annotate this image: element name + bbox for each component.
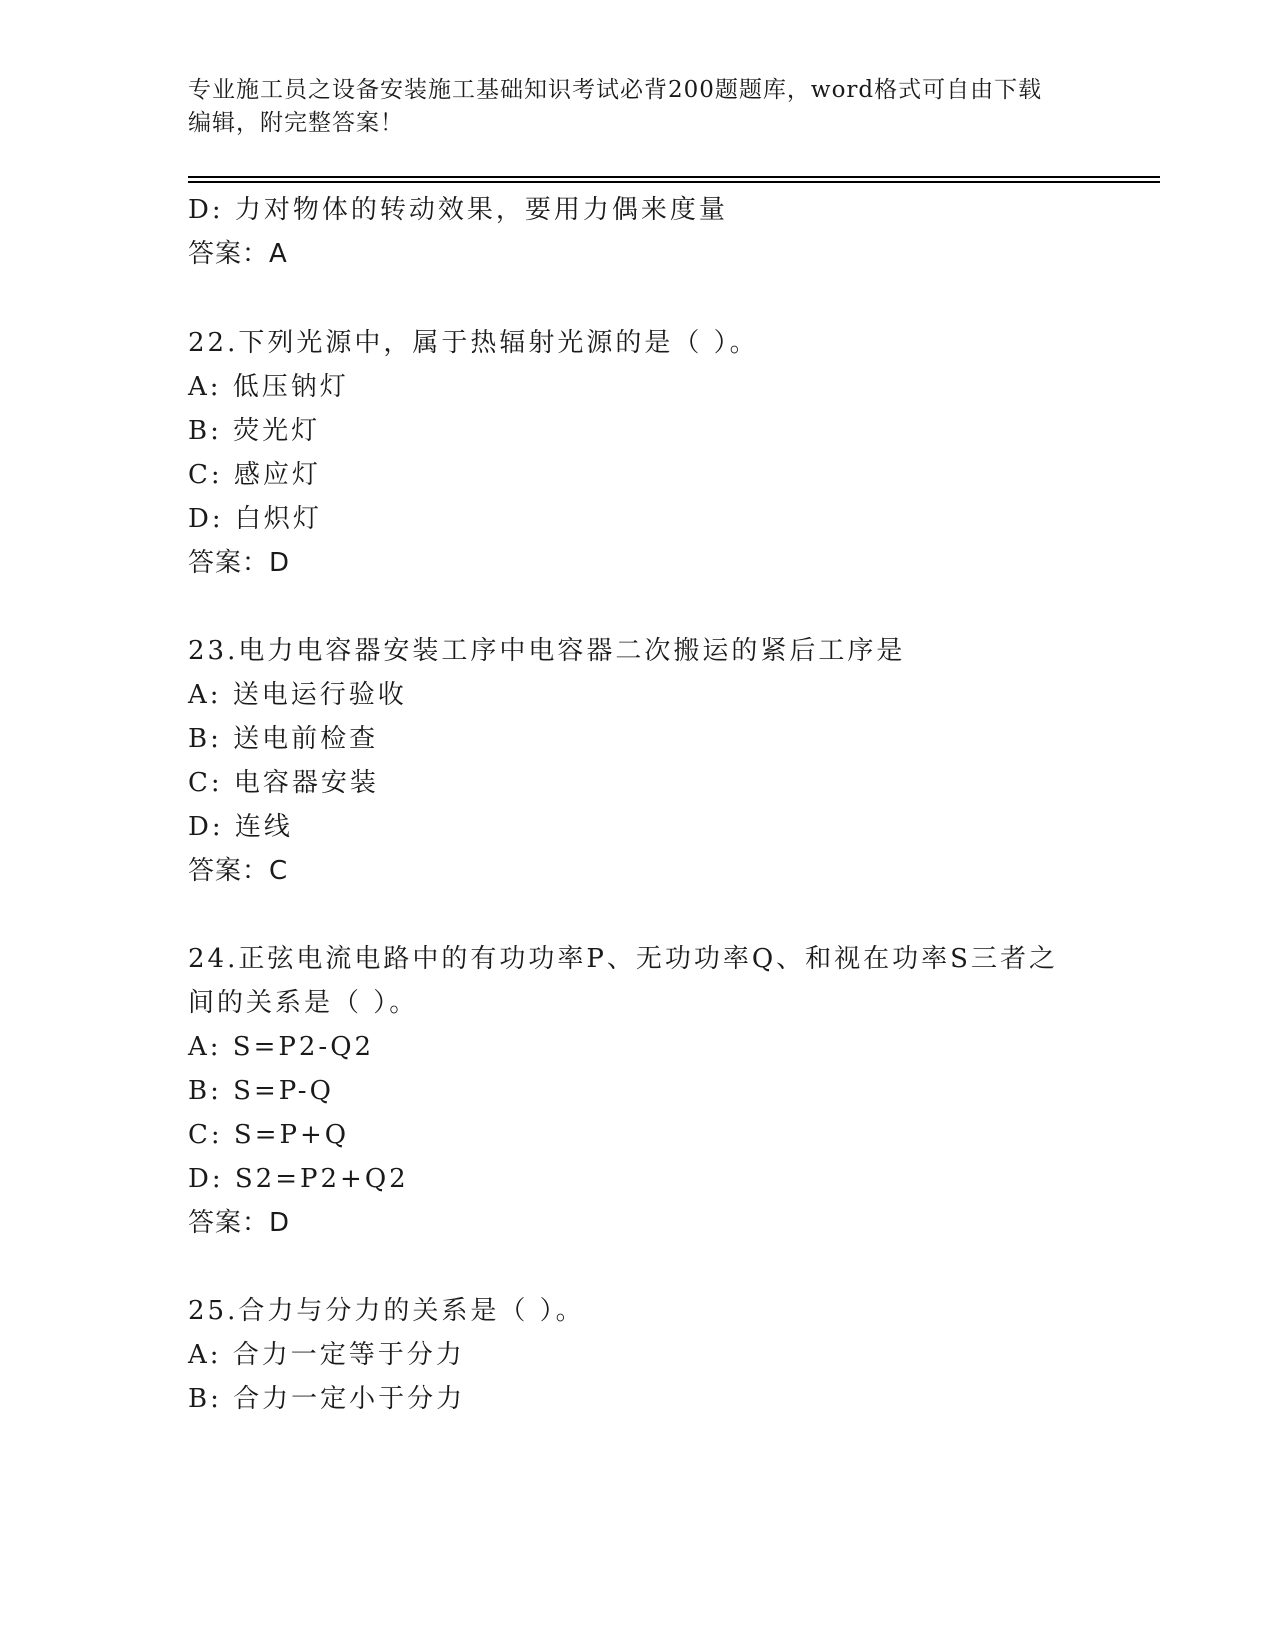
document-header [188,74,1088,140]
q24-question-line-2: 间的关系是（ ）。 [188,988,419,1018]
q25-option-a: A: 合力一定等于分力 [188,1340,465,1370]
q24-answer: 答案：D [188,1208,291,1238]
q24-question-line-1: 24.正弦电流电路中的有功功率P、无功功率Q、和视在功率S三者之 [188,944,1058,974]
q21-answer: 答案：A [188,239,288,269]
q23-answer: 答案：C [188,856,289,886]
q21-option-d: D: 力对物体的转动效果，要用力偶来度量 [188,195,728,225]
q22-answer: 答案：D [188,548,291,578]
q22-option-d: D: 白炽灯 [188,504,322,534]
q22-question: 22.下列光源中，属于热辐射光源的是（ ）。 [188,328,759,358]
q25-question: 25.合力与分力的关系是（ ）。 [188,1296,585,1326]
q24-option-d: D: S2=P2+Q2 [188,1164,409,1194]
q24-option-b: B: S=P-Q [188,1076,334,1106]
q23-option-b: B: 送电前检查 [188,724,379,754]
q23-question: 23.电力电容器安装工序中电容器二次搬运的紧后工序是 [188,636,906,666]
q23-option-d: D: 连线 [188,812,293,842]
q24-option-a: A: S=P2-Q2 [188,1032,375,1062]
q22-option-a: A: 低压钠灯 [188,372,349,402]
q23-option-c: C: 电容器安装 [188,768,379,798]
q24-option-c: C: S=P+Q [188,1120,350,1150]
q22-option-b: B: 荧光灯 [188,416,321,446]
header-rule-bottom [188,181,1160,183]
header-title-line-2: 编辑，附完整答案！ [188,110,404,136]
q25-option-b: B: 合力一定小于分力 [188,1384,466,1414]
q22-option-c: C: 感应灯 [188,460,321,490]
header-rule-top [188,176,1160,178]
header-title-line-1: 专业施工员之设备安装施工基础知识考试必背200题题库，word格式可自由下载 [188,77,1043,103]
q23-option-a: A: 送电运行验收 [188,680,407,710]
